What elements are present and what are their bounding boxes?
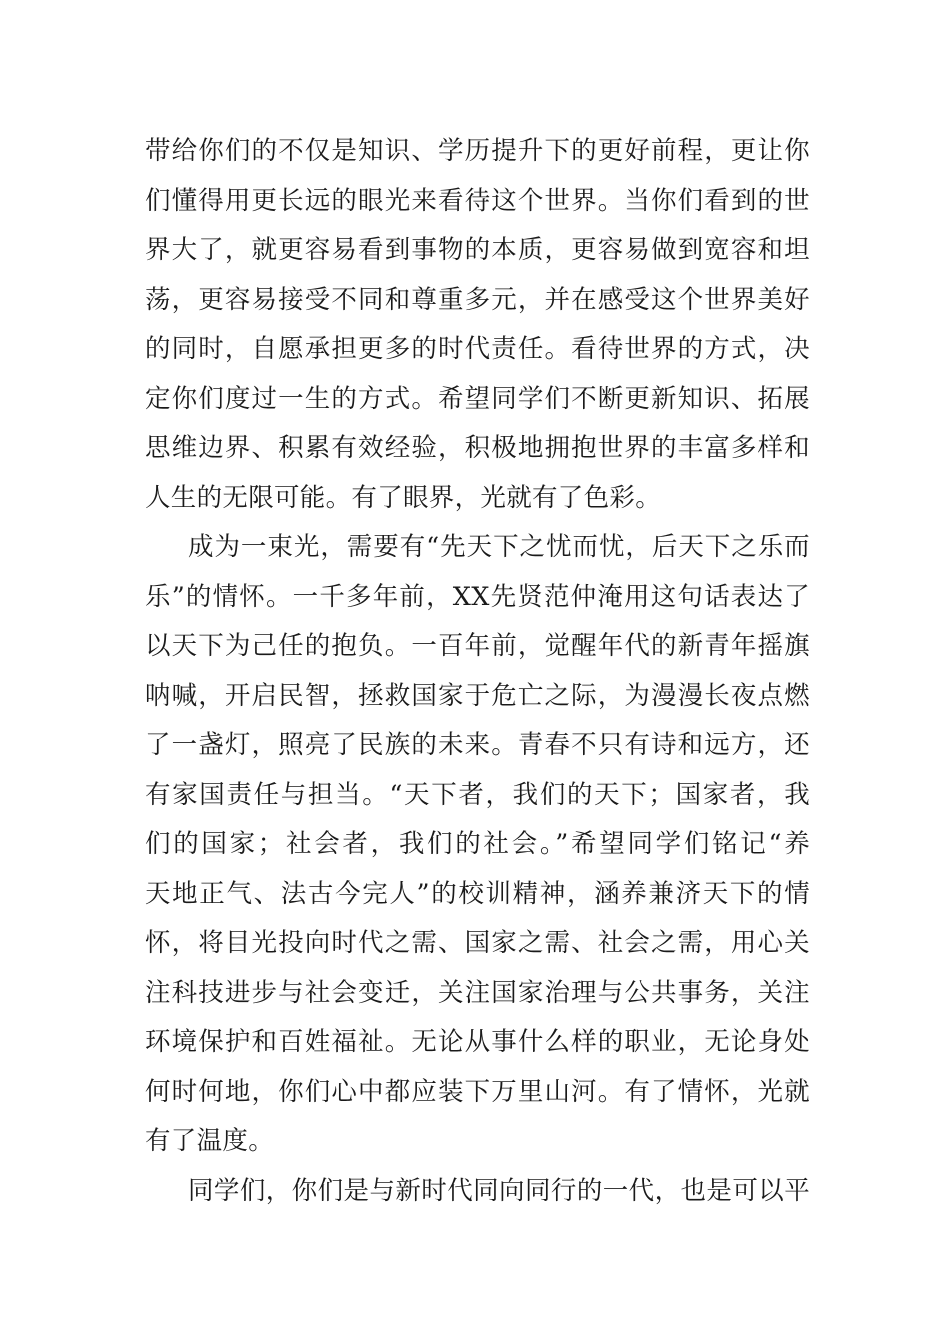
text-line: 天地正气、法古今完人”的校训精神，涵养兼济天下的情 (145, 878, 810, 909)
text-line: 乐”的情怀。一千多年前，XX先贤范仲淹用这句话表达了 (145, 581, 810, 612)
paragraph-2 (145, 523, 810, 1167)
text-line: 们的国家；社会者，我们的社会。”希望同学们铭记“养 (145, 829, 810, 859)
text-line: 人生的无限可能。有了眼界，光就有了色彩。 (145, 482, 662, 513)
document-body (145, 127, 810, 1216)
text-line: 呐喊，开启民智，拯救国家于危亡之际，为漫漫长夜点燃 (145, 680, 810, 711)
text-line: 怀，将目光投向时代之需、国家之需、社会之需，用心关 (145, 928, 810, 958)
text-line: 带给你们的不仅是知识、学历提升下的更好前程，更让你 (145, 136, 810, 166)
text-line: 们懂得用更长远的眼光来看待这个世界。当你们看到的世 (145, 185, 810, 216)
text-line: 以天下为己任的抱负。一百年前，觉醒年代的新青年摇旗 (145, 631, 810, 661)
text-line: 思维边界、积累有效经验，积极地拥抱世界的丰富多样和 (145, 433, 810, 463)
text-line: 界大了，就更容易看到事物的本质，更容易做到宽容和坦 (145, 235, 810, 265)
text-line: 注科技进步与社会变迁，关注国家治理与公共事务，关注 (145, 977, 810, 1008)
text-line: 的同时，自愿承担更多的时代责任。看待世界的方式，决 (145, 334, 810, 364)
text-line: 了一盏灯，照亮了民族的未来。青春不只有诗和远方，还 (145, 730, 810, 760)
text-line: 有家国责任与担当。“天下者，我们的天下；国家者，我 (145, 779, 810, 810)
text-line: 荡，更容易接受不同和尊重多元，并在感受这个世界美好 (145, 284, 810, 315)
text-line: 环境保护和百姓福祉。无论从事什么样的职业，无论身处 (145, 1027, 810, 1057)
paragraph-3 (145, 1167, 810, 1217)
text-line: 成为一束光，需要有“先天下之忧而忧，后天下之乐而 (188, 532, 810, 562)
text-line: 定你们度过一生的方式。希望同学们不断更新知识、拓展 (145, 383, 810, 414)
text-line: 有了温度。 (145, 1126, 275, 1156)
text-line: 何时何地，你们心中都应装下万里山河。有了情怀，光就 (145, 1076, 810, 1107)
text-line: 同学们，你们是与新时代同向同行的一代，也是可以平 (188, 1175, 810, 1206)
paragraph-1 (145, 127, 810, 523)
